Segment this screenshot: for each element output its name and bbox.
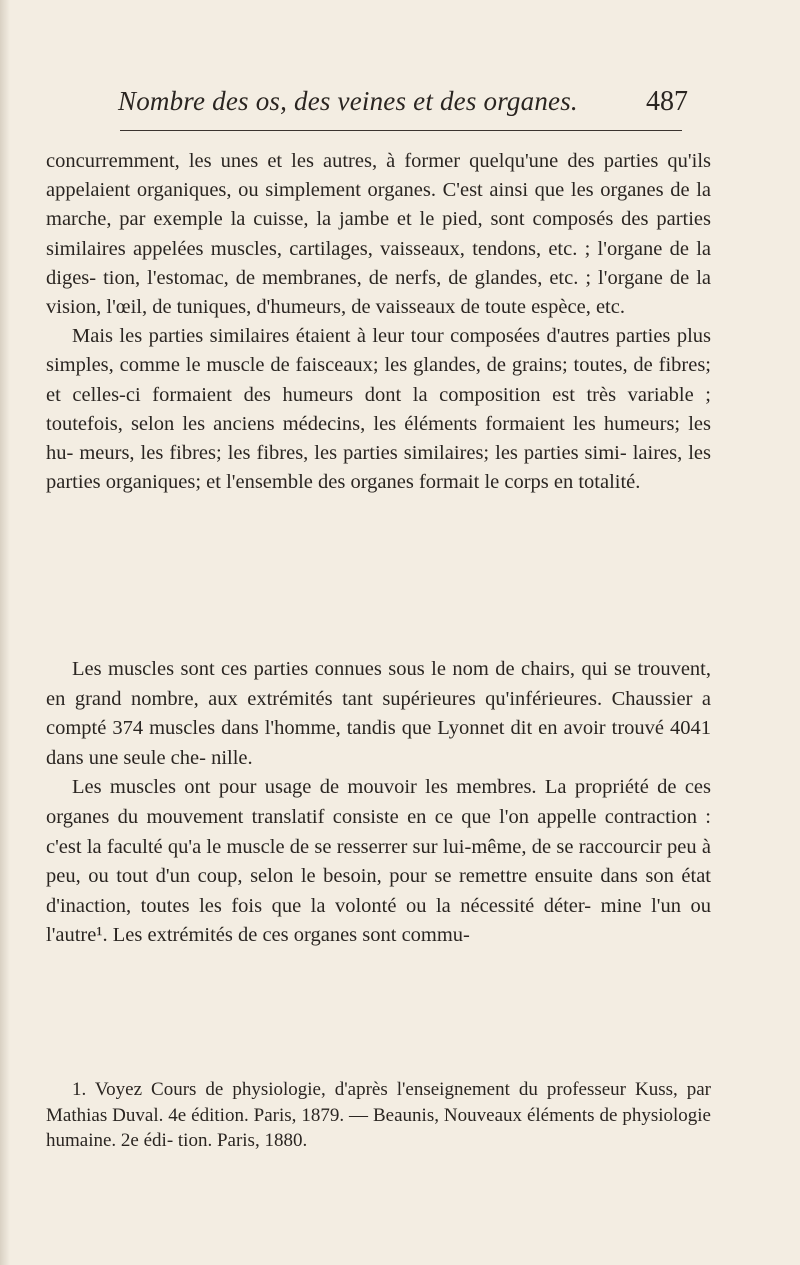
paragraph-2 <box>46 322 711 497</box>
footnote <box>46 1077 711 1154</box>
body-text-lower <box>46 655 711 951</box>
footnote-1 <box>46 1077 711 1154</box>
body-text-upper <box>46 147 711 497</box>
footnote-1-text: 1. Voyez Cours de physiologie, d'après l'enseignement du professeur Kuss, par Mathias Duval. 4e édition. Paris, 1879. — Beaunis, Nouveaux éléments de physiologie humaine. 2e édi- tion. Paris, 1880. <box>46 1079 711 1151</box>
running-header <box>118 86 688 136</box>
header-rule <box>120 130 682 131</box>
page-number: 487 <box>646 86 688 117</box>
page-gutter-shadow <box>0 0 10 1265</box>
paragraph-3 <box>46 655 711 773</box>
running-title: Nombre des os, des veines et des organes. <box>118 86 578 116</box>
paragraph-1 <box>46 147 711 322</box>
paragraph-2-text: Mais les parties similaires étaient à leur tour composées d'autres parties plus simples, comme le muscle de faisceaux; les glandes, de grains; toutes, de fibres; et celles-ci formaient des humeurs dont la composition est très variable ; toutefois, selon les anciens médecins, les éléments formaient les humeurs; les hu- meurs, les fibres; les fibres, les parties similaires; les parties simi- laires, les parties organiques; et l'ensemble des organes formait le corps en totalité. <box>46 325 711 494</box>
paragraph-4 <box>46 773 711 951</box>
paragraph-1-text: concurremment, les unes et les autres, à former quelqu'une des parties qu'ils appelaient organiques, ou simplement organes. C'est ainsi que les organes de la marche, par exemple la cuisse, la jambe et le pied, sont composés des parties similaires appelées muscles, cartilages, vaisseaux, tendons, etc. ; l'organe de la diges- tion, l'estomac, de membranes, de nerfs, de glandes, etc. ; l'organe de la vision, l'œil, de tuniques, d'humeurs, de vaisseaux de toute espèce, etc. <box>46 150 711 319</box>
paragraph-4-text: Les muscles ont pour usage de mouvoir les membres. La propriété de ces organes du mouvement translatif consiste en ce que l'on appelle contraction : c'est la faculté qu'a le muscle de se resserrer sur lui-même, de se raccourcir peu à peu, ou tout d'un coup, selon le besoin, pour se remettre ensuite dans son état d'inaction, toutes les fois que la volonté ou la nécessité déter- mine l'un ou l'autre¹. Les extrémités de ces organes sont commu- <box>46 776 711 947</box>
paragraph-3-text: Les muscles sont ces parties connues sous le nom de chairs, qui se trouvent, en grand nombre, aux extrémités tant supérieures qu'inférieures. Chaussier a compté 374 muscles dans l'homme, tandis que Lyonnet dit en avoir trouvé 4041 dans une seule che- nille. <box>46 658 711 769</box>
